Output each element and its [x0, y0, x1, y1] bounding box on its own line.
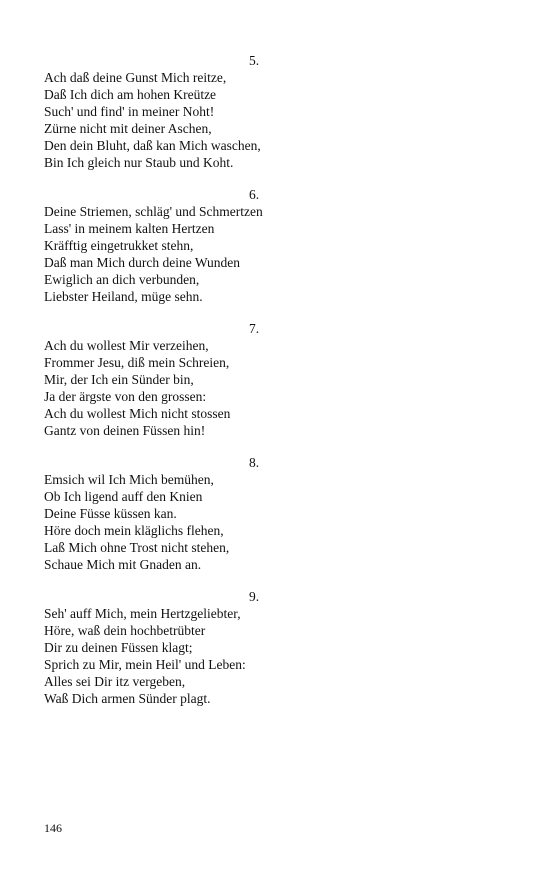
verse-line: Waß Dich armen Sünder plagt.: [44, 691, 211, 706]
verse-line: Deine Striemen, schläg' und Schmertzen: [44, 204, 263, 219]
verse-line: Dir zu deinen Füssen klagt;: [44, 640, 193, 655]
verse-line: Daß Ich dich am hohen Kreütze: [44, 87, 217, 102]
verse-line: Sprich zu Mir, mein Heil' und Leben:: [44, 657, 246, 672]
verse-line: Schaue Mich mit Gnaden an.: [44, 557, 202, 572]
verse-line: Liebster Heiland, müge sehn.: [44, 289, 203, 304]
stanza-number: 5.: [249, 53, 260, 68]
verse-line: Höre, waß dein hochbetrübter: [44, 623, 206, 638]
verse-line: Zürne nicht mit deiner Aschen,: [44, 121, 212, 136]
verse-line: Emsich wil Ich Mich bemühen,: [44, 472, 214, 487]
stanza-number: 8.: [249, 455, 260, 470]
verse-line: Ach du wollest Mich nicht stossen: [44, 406, 231, 421]
verse-line: Höre doch mein kläglichs flehen,: [44, 523, 224, 538]
verse-line: Bin Ich gleich nur Staub und Koht.: [44, 155, 234, 170]
verse-line: Lass' in meinem kalten Hertzen: [44, 221, 215, 236]
verse-line: Such' und find' in meiner Noht!: [44, 104, 215, 119]
page-number: 146: [44, 821, 62, 835]
verse-line: Ob Ich ligend auff den Knien: [44, 489, 203, 504]
stanza-number: 9.: [249, 589, 260, 604]
verse-line: Alles sei Dir itz vergeben,: [44, 674, 186, 689]
verse-line: Deine Füsse küssen kan.: [44, 506, 177, 521]
verse-line: Mir, der Ich ein Sünder bin,: [44, 372, 194, 387]
stanza-number: 6.: [249, 187, 260, 202]
stanza-number: 7.: [249, 321, 260, 336]
verse-line: Den dein Bluht, daß kan Mich waschen,: [44, 138, 261, 153]
verse-line: Daß man Mich durch deine Wunden: [44, 255, 241, 270]
verse-line: Frommer Jesu, diß mein Schreien,: [44, 355, 230, 370]
verse-line: Gantz von deinen Füssen hin!: [44, 423, 206, 438]
verse-line: Ach du wollest Mir verzeihen,: [44, 338, 209, 353]
verse-line: Ach daß deine Gunst Mich reitze,: [44, 70, 227, 85]
verse-line: Ewiglich an dich verbunden,: [44, 272, 200, 287]
verse-line: Laß Mich ohne Trost nicht stehen,: [44, 540, 230, 555]
verse-line: Ja der ärgste von den grossen:: [44, 389, 207, 404]
verse-line: Seh' auff Mich, mein Hertzgeliebter,: [44, 606, 241, 621]
verse-line: Kräfftig eingetrukket stehn,: [44, 238, 194, 253]
